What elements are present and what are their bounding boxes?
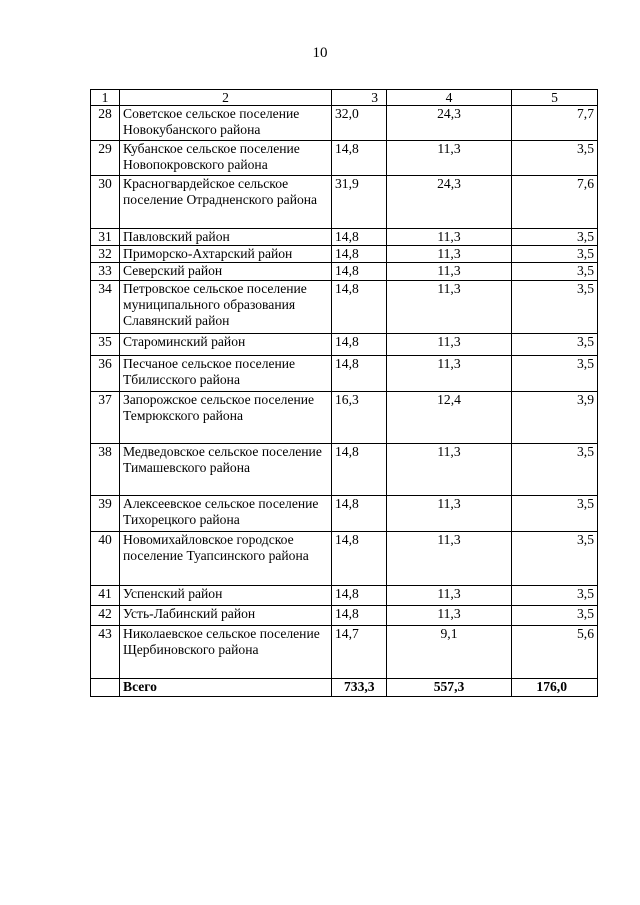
value-col-5: 3,5: [512, 355, 598, 391]
value-col-4: 11,3: [387, 355, 512, 391]
municipality-name: Советское сельское поселение Новокубанского района: [120, 106, 332, 141]
value-col-3: 14,8: [332, 333, 387, 355]
value-col-5: 3,5: [512, 443, 598, 495]
municipality-name: Песчаное сельское поселение Тбилисского района: [120, 355, 332, 391]
value-col-4: 11,3: [387, 495, 512, 531]
value-col-3: 16,3: [332, 391, 387, 443]
value-col-5: 7,6: [512, 176, 598, 229]
value-col-3: 14,7: [332, 625, 387, 678]
value-col-4: 11,3: [387, 605, 512, 625]
row-number: 33: [91, 263, 120, 280]
table-row: [91, 605, 598, 625]
value-col-5: 3,5: [512, 495, 598, 531]
municipality-name: Новомихайловское городское поселение Туапсинского района: [120, 531, 332, 585]
value-col-4: 9,1: [387, 625, 512, 678]
municipality-name: Успенский район: [120, 585, 332, 605]
page-number: 10: [312, 45, 328, 61]
value-col-3: 31,9: [332, 176, 387, 229]
value-col-4: 11,3: [387, 443, 512, 495]
table-row: [91, 625, 598, 678]
row-number: 38: [91, 443, 120, 495]
column-header-1: 1: [91, 90, 120, 106]
value-col-3: 14,8: [332, 355, 387, 391]
total-col-4: 557,3: [387, 678, 512, 696]
value-col-4: 24,3: [387, 176, 512, 229]
row-number: 37: [91, 391, 120, 443]
value-col-3: 14,8: [332, 443, 387, 495]
municipality-name: Павловский район: [120, 229, 332, 246]
table-row: [91, 333, 598, 355]
table-row: [91, 246, 598, 263]
row-number: 34: [91, 280, 120, 333]
row-number: 31: [91, 229, 120, 246]
column-header-4: 4: [387, 90, 512, 106]
municipality-name: Староминский район: [120, 333, 332, 355]
row-number: 36: [91, 355, 120, 391]
municipality-name: Северский район: [120, 263, 332, 280]
value-col-4: 11,3: [387, 531, 512, 585]
value-col-5: 5,6: [512, 625, 598, 678]
table-header-row: [91, 90, 598, 106]
total-label: Всего: [120, 678, 332, 696]
row-number: 29: [91, 141, 120, 176]
value-col-3: 14,8: [332, 280, 387, 333]
row-number: 43: [91, 625, 120, 678]
value-col-5: 3,9: [512, 391, 598, 443]
value-col-5: 3,5: [512, 531, 598, 585]
municipality-name: Кубанское сельское поселение Новопокровского района: [120, 141, 332, 176]
value-col-4: 11,3: [387, 333, 512, 355]
table-row: [91, 263, 598, 280]
row-number: 39: [91, 495, 120, 531]
value-col-4: 11,3: [387, 263, 512, 280]
value-col-3: 14,8: [332, 585, 387, 605]
municipality-name: Алексеевское сельское поселение Тихорецкого района: [120, 495, 332, 531]
table-row: [91, 495, 598, 531]
total-col-3: 733,3: [332, 678, 387, 696]
value-col-5: 3,5: [512, 263, 598, 280]
table-row: [91, 141, 598, 176]
value-col-4: 12,4: [387, 391, 512, 443]
row-number: 32: [91, 246, 120, 263]
total-row-number-cell: [91, 678, 120, 696]
value-col-3: 14,8: [332, 263, 387, 280]
value-col-3: 32,0: [332, 106, 387, 141]
value-col-4: 11,3: [387, 246, 512, 263]
table-row: [91, 280, 598, 333]
total-row: [91, 678, 598, 696]
value-col-3: 14,8: [332, 531, 387, 585]
row-number: 35: [91, 333, 120, 355]
municipality-name: Николаевское сельское поселение Щербиновского района: [120, 625, 332, 678]
total-col-5: 176,0: [512, 678, 598, 696]
value-col-3: 14,8: [332, 246, 387, 263]
table-row: [91, 176, 598, 229]
value-col-5: 3,5: [512, 280, 598, 333]
value-col-4: 11,3: [387, 585, 512, 605]
table-row: [91, 355, 598, 391]
value-col-3: 14,8: [332, 495, 387, 531]
value-col-5: 3,5: [512, 585, 598, 605]
value-col-4: 11,3: [387, 141, 512, 176]
value-col-5: 3,5: [512, 229, 598, 246]
value-col-5: 7,7: [512, 106, 598, 141]
allocation-table: [90, 89, 598, 697]
column-header-2: 2: [120, 90, 332, 106]
value-col-4: 11,3: [387, 229, 512, 246]
value-col-3: 14,8: [332, 605, 387, 625]
table-row: [91, 229, 598, 246]
column-header-3: 3: [332, 90, 387, 106]
table-row: [91, 585, 598, 605]
municipality-name: Приморско-Ахтарский район: [120, 246, 332, 263]
municipality-name: Усть-Лабинский район: [120, 605, 332, 625]
table-row: [91, 443, 598, 495]
municipality-name: Медведовское сельское поселение Тимашевского района: [120, 443, 332, 495]
value-col-3: 14,8: [332, 141, 387, 176]
table-row: [91, 531, 598, 585]
municipality-name: Красногвардейское сельское поселение Отрадненского района: [120, 176, 332, 229]
municipality-name: Запорожское сельское поселение Темрюкского района: [120, 391, 332, 443]
municipality-name: Петровское сельское поселение муниципального образования Славянский район: [120, 280, 332, 333]
row-number: 28: [91, 106, 120, 141]
row-number: 42: [91, 605, 120, 625]
row-number: 40: [91, 531, 120, 585]
value-col-5: 3,5: [512, 246, 598, 263]
value-col-5: 3,5: [512, 141, 598, 176]
value-col-5: 3,5: [512, 333, 598, 355]
value-col-5: 3,5: [512, 605, 598, 625]
row-number: 30: [91, 176, 120, 229]
column-header-5: 5: [512, 90, 598, 106]
value-col-3: 14,8: [332, 229, 387, 246]
value-col-4: 24,3: [387, 106, 512, 141]
value-col-4: 11,3: [387, 280, 512, 333]
table-row: [91, 106, 598, 141]
row-number: 41: [91, 585, 120, 605]
table-row: [91, 391, 598, 443]
